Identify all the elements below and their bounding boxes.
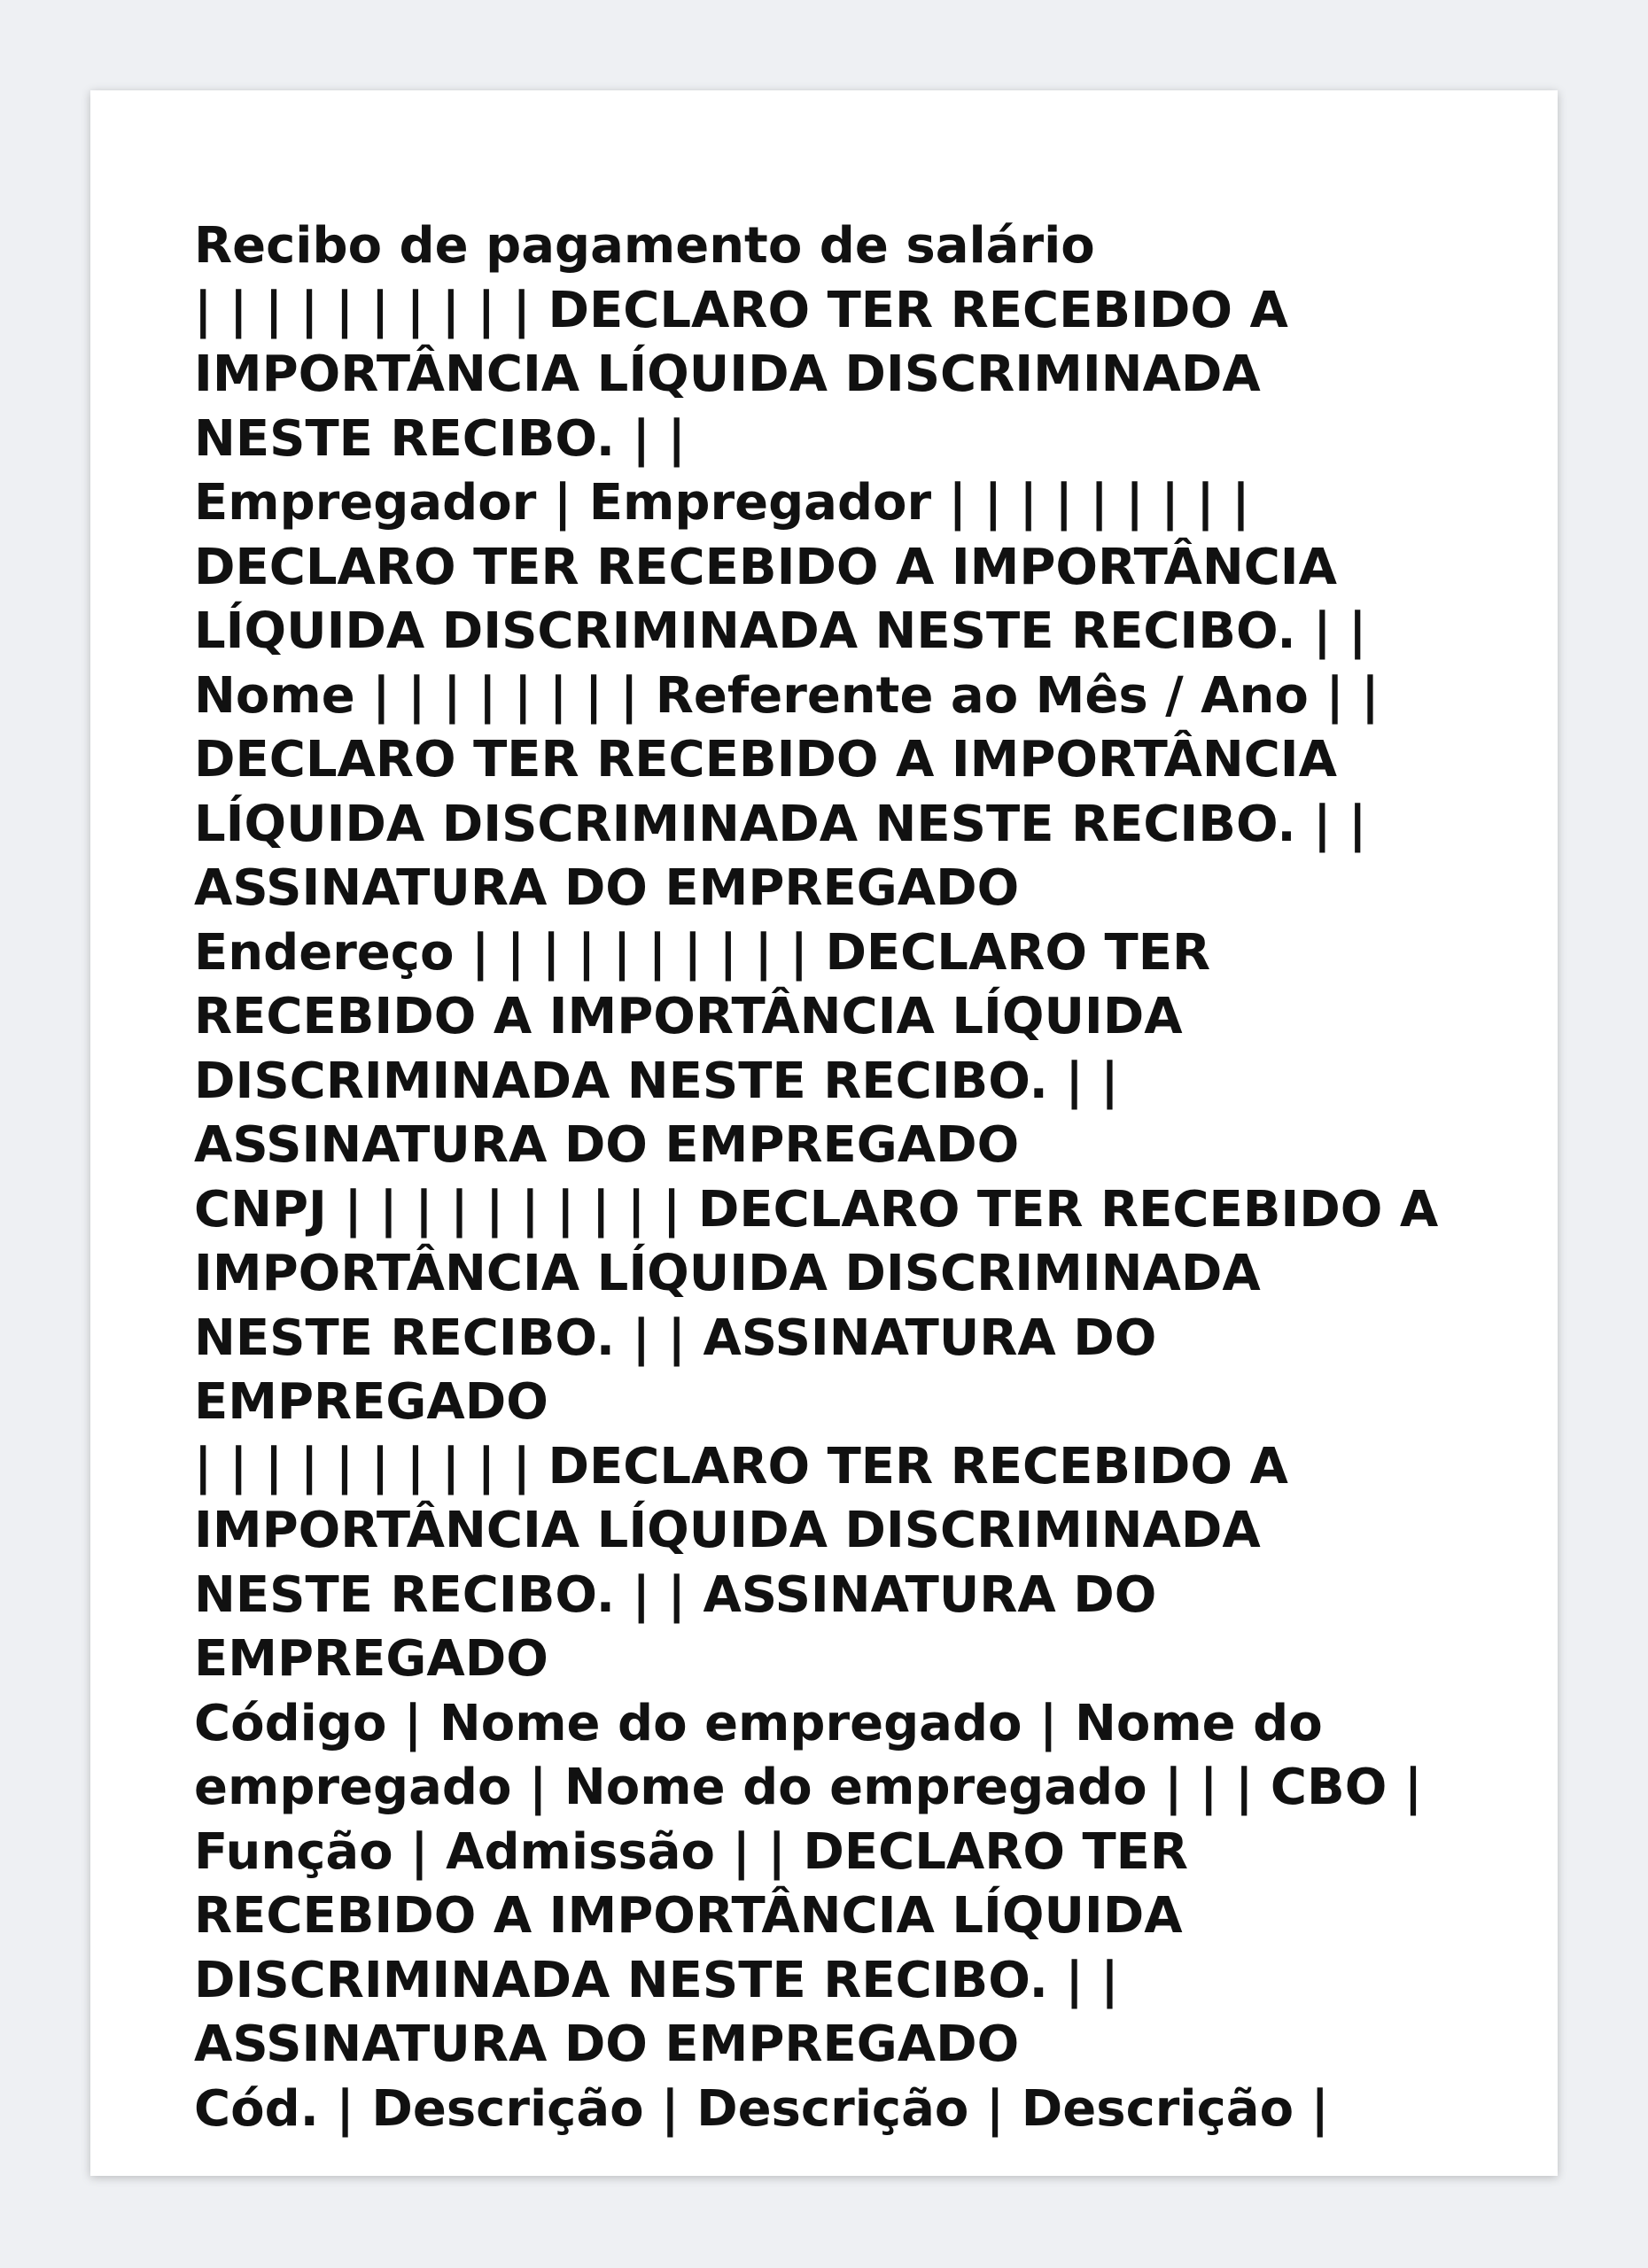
text-line: DECLARO TER RECEBIDO A IMPORTÂNCIA <box>194 538 1337 596</box>
text-line: DISCRIMINADA NESTE RECIBO. | | <box>194 1052 1119 1110</box>
document-page <box>90 90 1558 2176</box>
document-title: Recibo de pagamento de salário <box>194 217 1095 275</box>
text-line: | | | | | | | | | | DECLARO TER RECEBIDO A <box>194 1437 1288 1495</box>
text-line: Endereço | | | | | | | | | | DECLARO TER <box>194 923 1211 982</box>
text-line: Empregador | Empregador | | | | | | | | | <box>194 474 1250 532</box>
text-line: NESTE RECIBO. | | ASSINATURA DO <box>194 1309 1157 1367</box>
text-line: Cód. | Descrição | Descrição | Descrição | <box>194 2079 1329 2138</box>
text-line: ASSINATURA DO EMPREGADO <box>194 1116 1020 1174</box>
text-line: empregado | Nome do empregado | | | CBO | <box>194 1759 1423 1816</box>
text-line: RECEBIDO A IMPORTÂNCIA LÍQUIDA <box>194 988 1183 1045</box>
text-line: IMPORTÂNCIA LÍQUIDA DISCRIMINADA <box>194 1502 1261 1559</box>
text-line: EMPREGADO <box>194 1373 548 1431</box>
document-body <box>194 214 1470 2141</box>
text-line: DECLARO TER RECEBIDO A IMPORTÂNCIA <box>194 731 1337 788</box>
text-line: IMPORTÂNCIA LÍQUIDA DISCRIMINADA <box>194 1245 1261 1302</box>
text-line: RECEBIDO A IMPORTÂNCIA LÍQUIDA <box>194 1887 1183 1945</box>
text-line: LÍQUIDA DISCRIMINADA NESTE RECIBO. | | <box>194 602 1367 660</box>
text-line: Função | Admissão | | DECLARO TER <box>194 1822 1189 1881</box>
text-line: ASSINATURA DO EMPREGADO <box>194 2016 1020 2073</box>
text-line: DISCRIMINADA NESTE RECIBO. | | <box>194 1951 1119 2009</box>
text-line: Código | Nome do empregado | Nome do <box>194 1694 1323 1752</box>
text-line: NESTE RECIBO. | | <box>194 409 686 468</box>
text-line: | | | | | | | | | | DECLARO TER RECEBIDO A <box>194 281 1288 339</box>
text-line: ASSINATURA DO EMPREGADO <box>194 859 1020 917</box>
text-line: EMPREGADO <box>194 1630 548 1688</box>
text-line: Nome | | | | | | | | Referente ao Mês / Ano | | <box>194 666 1380 725</box>
text-line: IMPORTÂNCIA LÍQUIDA DISCRIMINADA <box>194 346 1261 403</box>
text-line: LÍQUIDA DISCRIMINADA NESTE RECIBO. | | <box>194 795 1367 853</box>
text-line: CNPJ | | | | | | | | | | DECLARO TER RECEBIDO A <box>194 1180 1439 1239</box>
text-line: NESTE RECIBO. | | ASSINATURA DO <box>194 1565 1157 1624</box>
